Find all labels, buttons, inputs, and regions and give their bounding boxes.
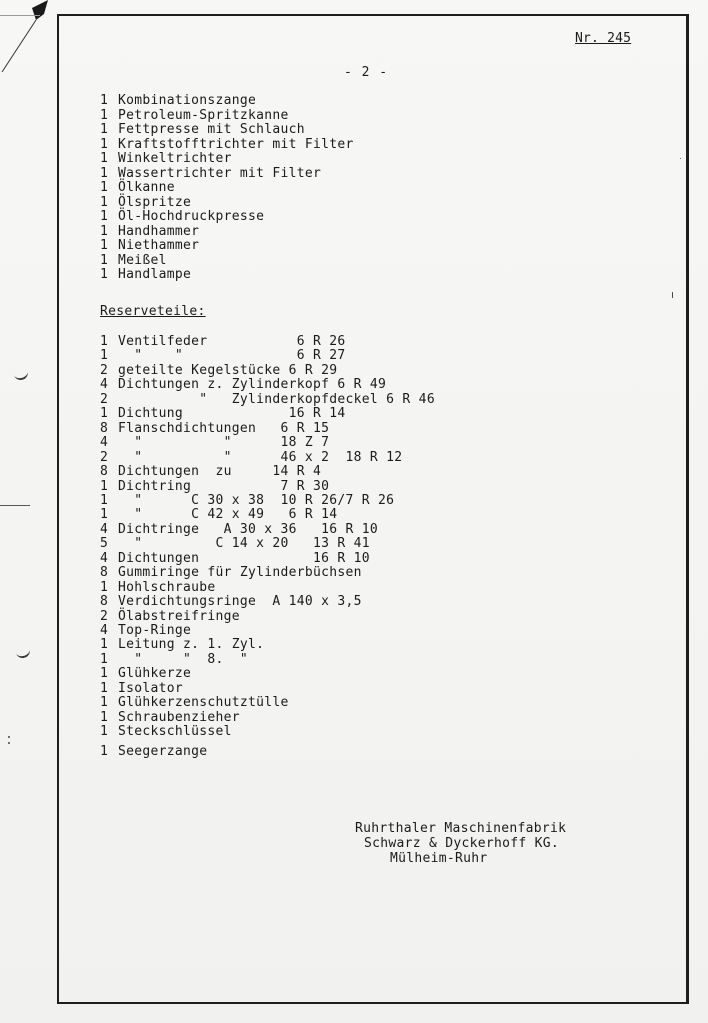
item-quantity: 1 <box>100 478 109 494</box>
item-quantity: 4 <box>100 623 109 638</box>
item-quantity: 2 <box>100 362 109 378</box>
speck <box>8 736 10 738</box>
list-item <box>100 123 305 137</box>
item-quantity: 1 <box>100 743 109 759</box>
list-item <box>100 624 191 638</box>
item-quantity: 2 <box>100 449 109 465</box>
item-quantity: 4 <box>100 435 109 451</box>
item-quantity: 1 <box>100 651 109 667</box>
item-quantity: 8 <box>100 594 109 610</box>
list-item <box>100 745 207 759</box>
item-text: " " 18 Z 7 <box>118 435 330 451</box>
item-quantity: 8 <box>100 565 109 581</box>
signature-line-2: Schwarz & Dyckerhoff KG. <box>364 836 560 851</box>
reserve-heading: Reserveteile: <box>100 304 206 319</box>
item-quantity: 8 <box>100 420 109 436</box>
list-item <box>100 152 232 166</box>
list-item <box>100 349 346 363</box>
item-quantity: 1 <box>100 238 109 253</box>
list-item <box>100 181 175 195</box>
speck <box>672 292 673 298</box>
item-quantity: 1 <box>100 107 109 123</box>
list-item <box>100 239 199 253</box>
list-item <box>100 407 346 421</box>
item-text: Seegerzange <box>118 743 208 759</box>
item-text: Dichtungen zu 14 R 4 <box>118 464 322 480</box>
list-item <box>100 480 329 494</box>
item-quantity: 1 <box>100 267 109 282</box>
edge-line <box>0 15 40 16</box>
list-item <box>100 422 329 436</box>
item-quantity: 2 <box>100 391 109 407</box>
item-quantity: 1 <box>100 151 109 166</box>
item-text: Handhammer <box>118 223 200 239</box>
item-quantity: 1 <box>100 348 109 364</box>
list-item <box>100 254 167 268</box>
page-number: - 2 - <box>344 65 389 80</box>
item-text: " C 14 x 20 13 R 41 <box>118 536 370 552</box>
list-item <box>100 667 191 681</box>
list-item <box>100 335 346 349</box>
list-item <box>100 508 337 522</box>
item-quantity: 1 <box>100 507 109 523</box>
list-item <box>100 638 264 652</box>
item-quantity: 1 <box>100 724 109 740</box>
item-text: Dichtring 7 R 30 <box>118 478 330 494</box>
item-text: Öl-Hochdruckpresse <box>118 209 265 224</box>
item-text: Dichtung 16 R 14 <box>118 406 346 422</box>
item-quantity: 4 <box>100 377 109 393</box>
item-quantity: 1 <box>100 180 109 195</box>
list-item <box>100 268 191 282</box>
item-quantity: 8 <box>100 464 109 480</box>
list-item <box>100 378 386 392</box>
item-quantity: 1 <box>100 406 109 422</box>
item-quantity: 1 <box>100 252 109 268</box>
item-text: Ölabstreifringe <box>118 608 240 624</box>
list-item <box>100 581 216 595</box>
list-item <box>100 682 183 696</box>
list-item <box>100 451 402 465</box>
list-item <box>100 595 362 609</box>
item-quantity: 1 <box>100 680 109 696</box>
list-item <box>100 94 256 108</box>
item-quantity: 5 <box>100 536 109 552</box>
list-item <box>100 109 289 123</box>
item-quantity: 1 <box>100 666 109 682</box>
list-item <box>100 523 378 537</box>
signature-line-3: Mülheim-Ruhr <box>390 851 488 866</box>
item-text: " C 30 x 38 10 R 26/7 R 26 <box>118 492 395 508</box>
item-text: " C 42 x 49 6 R 14 <box>118 507 338 523</box>
item-text: " Zylinderkopfdeckel 6 R 46 <box>118 391 435 407</box>
signature-line-1: Ruhrthaler Maschinenfabrik <box>355 821 567 836</box>
list-item <box>100 610 240 624</box>
item-text: Verdichtungsringe A 140 x 3,5 <box>118 594 362 610</box>
list-item <box>100 210 264 224</box>
item-text: Handlampe <box>118 267 192 282</box>
item-quantity: 4 <box>100 550 109 566</box>
item-quantity: 1 <box>100 334 109 349</box>
item-text: Kombinationszange <box>118 93 257 108</box>
list-item <box>100 364 337 378</box>
item-quantity: 1 <box>100 223 109 239</box>
item-quantity: 2 <box>100 608 109 624</box>
item-text: Meißel <box>118 252 167 268</box>
edge-line <box>0 505 30 506</box>
item-quantity: 1 <box>100 194 109 210</box>
item-quantity: 1 <box>100 122 109 137</box>
item-quantity: 1 <box>100 709 109 725</box>
list-item <box>100 696 289 710</box>
item-text: Ventilfeder 6 R 26 <box>118 334 346 349</box>
item-text: Petroleum-Spritzkanne <box>118 107 289 123</box>
item-quantity: 1 <box>100 93 109 108</box>
item-text: " " 46 x 2 18 R 12 <box>118 449 403 465</box>
item-text: Flanschdichtungen 6 R 15 <box>118 420 330 436</box>
item-text: Wassertrichter mit Filter <box>118 165 322 181</box>
item-text: " " 6 R 27 <box>118 348 346 364</box>
list-item <box>100 436 329 450</box>
list-item <box>100 725 232 739</box>
item-text: Niethammer <box>118 238 200 253</box>
item-text: Isolator <box>118 680 184 696</box>
item-text: Dichtungen z. Zylinderkopf 6 R 49 <box>118 377 387 393</box>
list-item <box>100 196 191 210</box>
item-text: Gummiringe für Zylinderbüchsen <box>118 565 362 581</box>
item-quantity: 1 <box>100 209 109 224</box>
punch-hole-mark <box>13 366 30 381</box>
list-item <box>100 167 321 181</box>
item-text: " " 8. " <box>118 651 249 667</box>
item-quantity: 1 <box>100 136 109 152</box>
item-text: Ölspritze <box>118 194 192 210</box>
speck <box>8 742 10 744</box>
item-text: geteilte Kegelstücke 6 R 29 <box>118 362 338 378</box>
item-text: Kraftstofftrichter mit Filter <box>118 136 354 152</box>
item-text: Dichtungen 16 R 10 <box>118 550 370 566</box>
item-quantity: 4 <box>100 521 109 537</box>
item-text: Steckschlüssel <box>118 724 232 740</box>
item-quantity: 1 <box>100 579 109 595</box>
item-text: Glühkerzenschutztülle <box>118 695 289 711</box>
item-text: Hohlschraube <box>118 579 216 595</box>
item-text: Glühkerze <box>118 666 192 682</box>
item-text: Ölkanne <box>118 180 175 195</box>
list-item <box>100 566 362 580</box>
item-text: Winkeltrichter <box>118 151 232 166</box>
list-item <box>100 552 370 566</box>
list-item <box>100 138 354 152</box>
item-text: Top-Ringe <box>118 623 192 638</box>
punch-hole-mark <box>15 644 32 659</box>
item-text: Fettpresse mit Schlauch <box>118 122 305 137</box>
document-number: Nr. 245 <box>575 31 632 46</box>
list-item <box>100 225 199 239</box>
item-text: Dichtringe A 30 x 36 16 R 10 <box>118 521 379 537</box>
list-item <box>100 393 435 407</box>
item-text: Leitung z. 1. Zyl. <box>118 637 265 653</box>
list-item <box>100 653 248 667</box>
list-item <box>100 537 370 551</box>
item-quantity: 1 <box>100 637 109 653</box>
list-item <box>100 494 394 508</box>
list-item <box>100 465 321 479</box>
item-quantity: 1 <box>100 165 109 181</box>
list-item <box>100 711 240 725</box>
item-quantity: 1 <box>100 695 109 711</box>
item-quantity: 1 <box>100 492 109 508</box>
item-text: Schraubenzieher <box>118 709 240 725</box>
speck <box>680 158 681 159</box>
